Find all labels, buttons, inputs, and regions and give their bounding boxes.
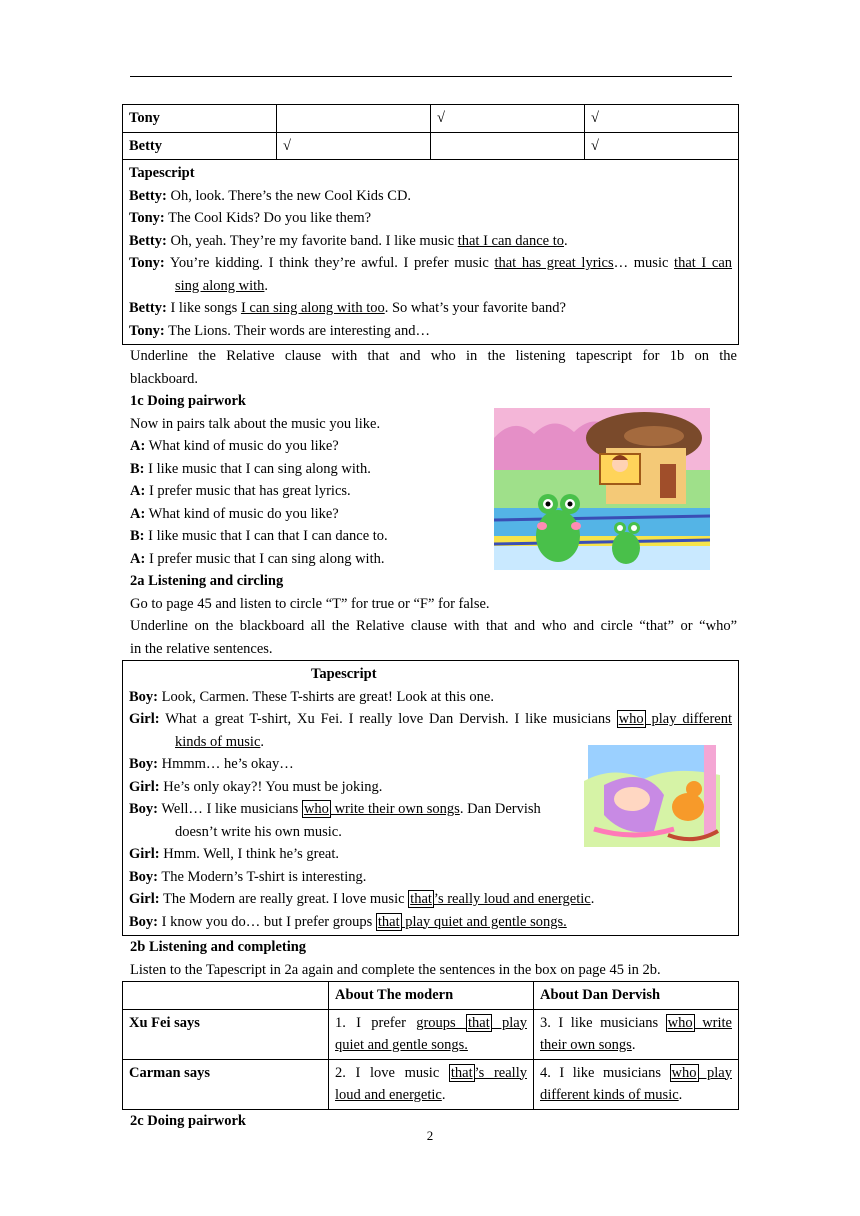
section-2b — [122, 936, 737, 981]
relative-clause: ’s really — [474, 1064, 527, 1081]
relative-clause: their own songs — [540, 1037, 632, 1053]
speaker: A: — [130, 505, 146, 522]
instruction: Listen to the Tapescript in 2a again and complete the sentences in the box on page 45 in 2b. — [130, 961, 661, 978]
speaker: Girl: — [129, 778, 160, 795]
section-heading: 1c Doing pairwork — [130, 393, 246, 409]
line-text: Oh, look. There’s the new Cool Kids CD. — [166, 187, 412, 204]
line-text: … music — [613, 255, 675, 271]
line-text: 2. I love music — [335, 1064, 449, 1081]
relative-clause: play — [698, 1064, 732, 1081]
answer-cell — [534, 1009, 739, 1059]
circled-word: that — [377, 913, 400, 930]
tapescript-heading: Tapescript — [129, 165, 195, 181]
header-rule — [130, 76, 732, 77]
line-text: I prefer music that has great lyrics. — [145, 483, 351, 499]
circled-word: that — [467, 1014, 490, 1031]
relative-clause: play — [491, 1014, 527, 1031]
column-header: About The modern — [329, 982, 534, 1010]
check-cell — [277, 105, 431, 133]
section-heading: 2a Listening and circling — [130, 573, 284, 589]
line-text: Well… I like musicians — [158, 801, 302, 817]
circled-word: who — [671, 1064, 697, 1081]
speaker: Betty: — [129, 187, 167, 204]
line-text: The Modern’s T-shirt is interesting. — [158, 868, 367, 885]
section-heading: 2c Doing pairwork — [130, 1112, 246, 1129]
line-text: . — [678, 1087, 683, 1103]
line-text: I like songs — [166, 300, 241, 316]
line-text: He’s only okay?! You must be joking. — [159, 778, 383, 795]
relative-clause: write — [694, 1014, 732, 1031]
page-number: 2 — [426, 1128, 434, 1143]
speaker: Tony: — [129, 210, 165, 226]
line-text: What kind of music do you like? — [145, 438, 339, 454]
relative-clause: groups — [416, 1014, 466, 1031]
check-cell: √ — [585, 132, 739, 160]
relative-clause: sing along with — [175, 277, 265, 294]
circled-word: who — [303, 801, 329, 817]
speaker: Boy: — [129, 868, 158, 885]
line-text: The Lions. Their words are interesting and… — [164, 322, 430, 339]
line-text: . Dan Dervish — [459, 801, 541, 817]
baby-cradle-illustration — [584, 745, 720, 847]
tapescript-heading: Tapescript — [311, 666, 377, 682]
row-name: Tony — [123, 105, 277, 133]
line-text: 1. I prefer — [335, 1014, 417, 1031]
line-text: Hmmm… he’s okay… — [158, 756, 294, 772]
speaker: B: — [130, 460, 145, 477]
line-text: What a great T-shirt, Xu Fei. I really love Dan Dervish. I like musicians — [159, 711, 617, 727]
speaker: Boy: — [129, 913, 158, 930]
line-text: 4. I like musicians — [540, 1064, 670, 1081]
relative-clause: that I can dance to — [457, 232, 564, 249]
tapescript-1 — [123, 160, 739, 345]
circled-word: that — [410, 891, 432, 907]
line-text: . — [441, 1087, 446, 1103]
speaker: Tony: — [129, 255, 165, 271]
speaker: Girl: — [129, 711, 160, 727]
answer-cell — [534, 1059, 739, 1109]
line-text: I like music that I can that I can dance to. — [144, 528, 388, 544]
line-text: The Modern are really great. I love music — [159, 891, 409, 907]
line-text: The Cool Kids? Do you like them? — [164, 210, 372, 226]
line-text: . — [590, 891, 595, 907]
speaker: Boy: — [129, 801, 158, 817]
line-text: . — [260, 733, 265, 750]
line-text: You’re kidding. I think they’re awful. I prefer music — [164, 255, 495, 271]
row-name: Xu Fei says — [123, 1009, 329, 1059]
frogs-illustration — [494, 408, 710, 570]
speaker: Tony: — [129, 322, 165, 339]
check-cell: √ — [585, 105, 739, 133]
speaker: Boy: — [129, 756, 158, 772]
line-text: I like music that I can sing along with. — [144, 460, 371, 477]
line-text: Oh, yeah. They’re my favorite band. I like music — [166, 232, 458, 249]
speaker: Girl: — [129, 891, 160, 907]
relative-clause: play quiet and gentle songs. — [401, 913, 567, 930]
relative-clause: write their own songs — [330, 801, 460, 817]
checklist-table — [122, 104, 739, 345]
relative-clause: that I can — [674, 255, 733, 271]
section-heading: 2b Listening and completing — [130, 939, 307, 955]
instruction: Underline on the blackboard all the Relative clause with that and who and circle “that” or “who” — [130, 618, 737, 634]
line-text: Hmm. Well, I think he’s great. — [159, 846, 339, 862]
relative-clause: different kinds of music — [540, 1087, 679, 1103]
relative-clause: play different — [645, 711, 732, 727]
instruction: Underline the Relative clause with that and who in the listening tapescript for 1b on the — [130, 348, 737, 364]
table-row — [123, 132, 739, 160]
speaker: A: — [130, 438, 146, 454]
check-cell — [431, 132, 585, 160]
relative-clause: I can sing along with too — [240, 300, 385, 316]
page-content — [122, 104, 739, 1132]
line-text: 3. I like musicians — [540, 1014, 666, 1031]
instruction: Go to page 45 and listen to circle “T” for true or “F” for false. — [130, 595, 490, 612]
relative-clause: that has great lyrics — [494, 255, 614, 271]
circled-word: who — [667, 1014, 693, 1031]
relative-clause: loud and energetic — [335, 1087, 442, 1103]
answer-cell — [329, 1009, 534, 1059]
relative-clause: quiet and gentle songs. — [335, 1037, 468, 1053]
circled-word: that — [450, 1064, 473, 1081]
answer-cell — [329, 1059, 534, 1109]
relative-clause: kinds of music — [175, 733, 261, 750]
speaker: Girl: — [129, 846, 160, 862]
speaker: A: — [130, 550, 146, 567]
line-text: Look, Carmen. These T-shirts are great! Look at this one. — [158, 688, 494, 705]
row-name: Betty — [123, 132, 277, 160]
empty-header — [123, 982, 329, 1010]
instruction: blackboard. — [130, 370, 199, 387]
row-name: Carman says — [123, 1059, 329, 1109]
check-cell: √ — [431, 105, 585, 133]
speaker: A: — [130, 483, 146, 499]
speaker: Betty: — [129, 232, 167, 249]
table-row — [123, 1009, 739, 1059]
line-text: . — [264, 277, 269, 294]
line-text: . — [631, 1037, 636, 1053]
answer-table — [122, 981, 739, 1110]
line-text: . — [563, 232, 568, 249]
table-row — [123, 105, 739, 133]
check-cell: √ — [277, 132, 431, 160]
relative-clause: ’s really loud and energetic — [433, 891, 591, 907]
table-row — [123, 1059, 739, 1109]
table-row — [123, 982, 739, 1010]
speaker: Boy: — [129, 688, 158, 705]
column-header: About Dan Dervish — [534, 982, 739, 1010]
circled-word: who — [618, 711, 644, 727]
speaker: B: — [130, 528, 145, 544]
line-text: I know you do… but I prefer groups — [158, 913, 376, 930]
line-text: . So what’s your favorite band? — [384, 300, 566, 316]
line-text: What kind of music do you like? — [145, 505, 339, 522]
instruction: Now in pairs talk about the music you like. — [130, 415, 381, 432]
line-text: I prefer music that I can sing along with. — [145, 550, 385, 567]
speaker: Betty: — [129, 300, 167, 316]
instruction: in the relative sentences. — [130, 640, 273, 657]
line-text: doesn’t write his own music. — [175, 823, 342, 840]
